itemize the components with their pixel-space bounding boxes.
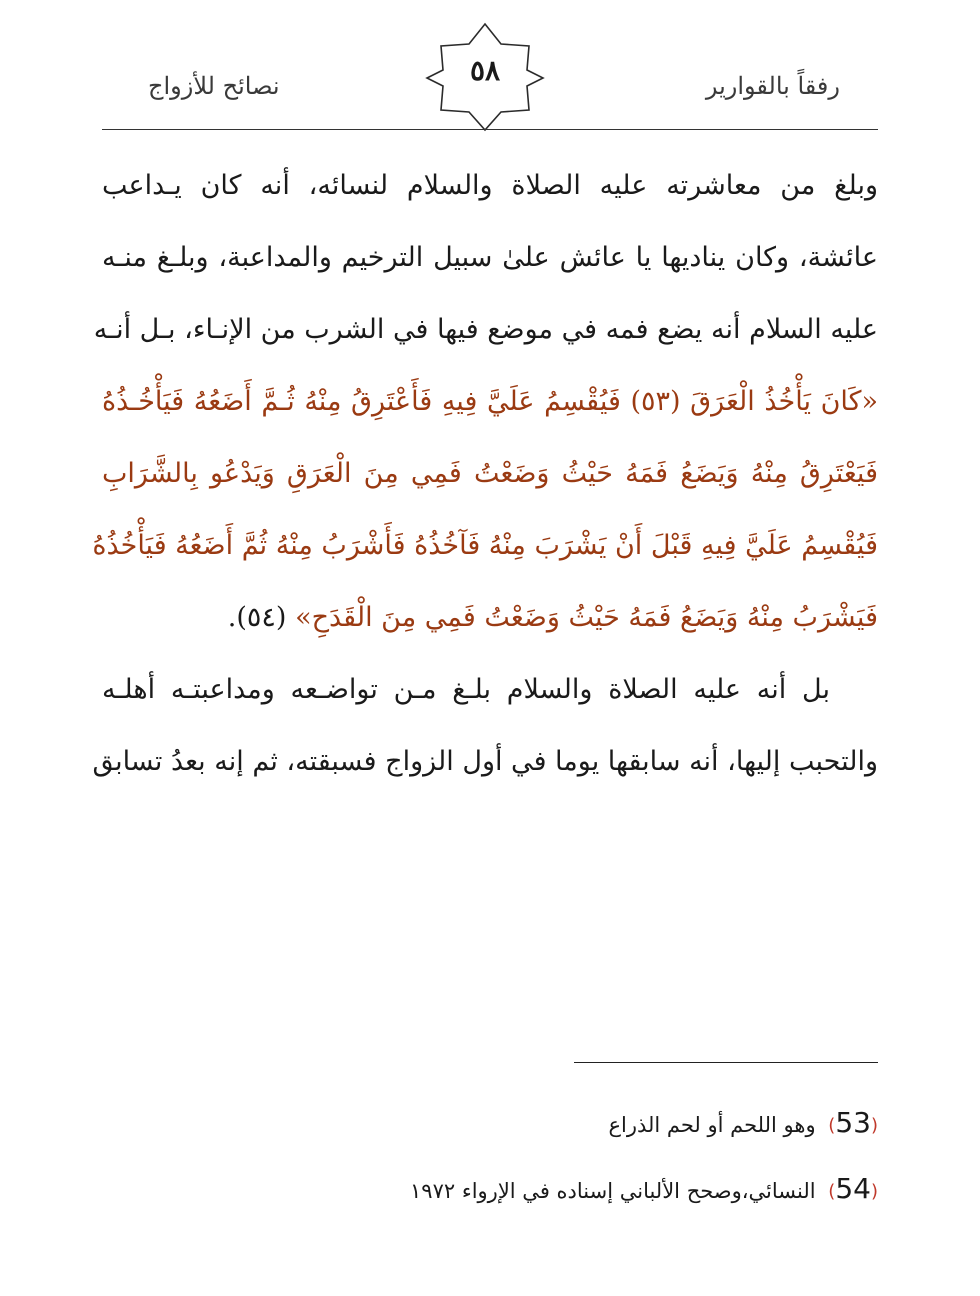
text-line: عليه السلام أنه يضع فمه في موضع فيها في الشرب من الإنـاء، بـل أنـه: [93, 314, 878, 345]
footnote-text: وهو اللحم أو لحم الذراع: [608, 1113, 816, 1137]
main-text: [92, 150, 878, 798]
footnotes: [102, 1095, 878, 1227]
footnote-item: [102, 1095, 878, 1161]
footnote-text: النسائي،وصحح الألباني إسناده في الإرواء ١٩٧٢: [410, 1179, 816, 1203]
footnote-divider: [574, 1062, 878, 1063]
text-line: وبلغ من معاشرته عليه الصلاة والسلام لنسائه، أنه كان يـداعب: [102, 170, 878, 201]
footnote-number: (53): [828, 1106, 878, 1139]
text-line: عائشة، وكان يناديها يا عائش علىٰ سبيل الترخيم والمداعبة، وبلـغ منـه: [102, 242, 878, 273]
page-number: ٥٨: [469, 54, 501, 87]
hadith-line: فَيُقْسِمُ عَلَيَّ فِيهِ قَبْلَ أَنْ يَشْرَبَ مِنْهُ فَآخُذُهُ فَأَشْرَبُ مِنْهُ ثُمَّ أَضَعُهُ فَيَأْخُذُهُ: [92, 530, 878, 561]
footnote-number: (54): [828, 1172, 878, 1205]
page-header: [0, 0, 980, 135]
page-number-badge: [425, 22, 545, 132]
header-divider: [102, 129, 878, 130]
text-line: والتحبب إليها، أنه سابقها يوما في أول الزواج فسبقته، ثم إنه بعدُ تسابق: [92, 746, 878, 777]
hadith-line: [102, 582, 878, 654]
hadith-line: فَيَعْتَرِقُ مِنْهُ وَيَضَعُ فَمَهُ حَيْثُ وَضَعْتُ فَمِي مِنَ الْعَرَقِ وَيَدْعُو بِالشَّرَابِ: [102, 458, 878, 489]
hadith-line: «كَانَ يَأْخُذُ الْعَرَقَ (٥٣) فَيُقْسِمُ عَلَيَّ فِيهِ فَأَعْتَرِقُ مِنْهُ ثُـمَّ أَضَعُهُ فَيَأْخُـذُهُ: [102, 386, 878, 417]
footnote-reference: (٥٤).: [227, 602, 287, 633]
book-title: رفقاً بالقوارير: [705, 72, 840, 100]
hadith-end-text: فَيَشْرَبُ مِنْهُ وَيَضَعُ فَمَهُ حَيْثُ وَضَعْتُ فَمِي مِنَ الْقَدَحِ»: [295, 602, 878, 633]
section-title: نصائح للأزواج: [148, 72, 280, 100]
footnote-item: [102, 1161, 878, 1227]
text-line: بل أنه عليه الصلاة والسلام بلـغ مـن تواضـعه ومداعبتـه أهلـه: [102, 674, 830, 705]
